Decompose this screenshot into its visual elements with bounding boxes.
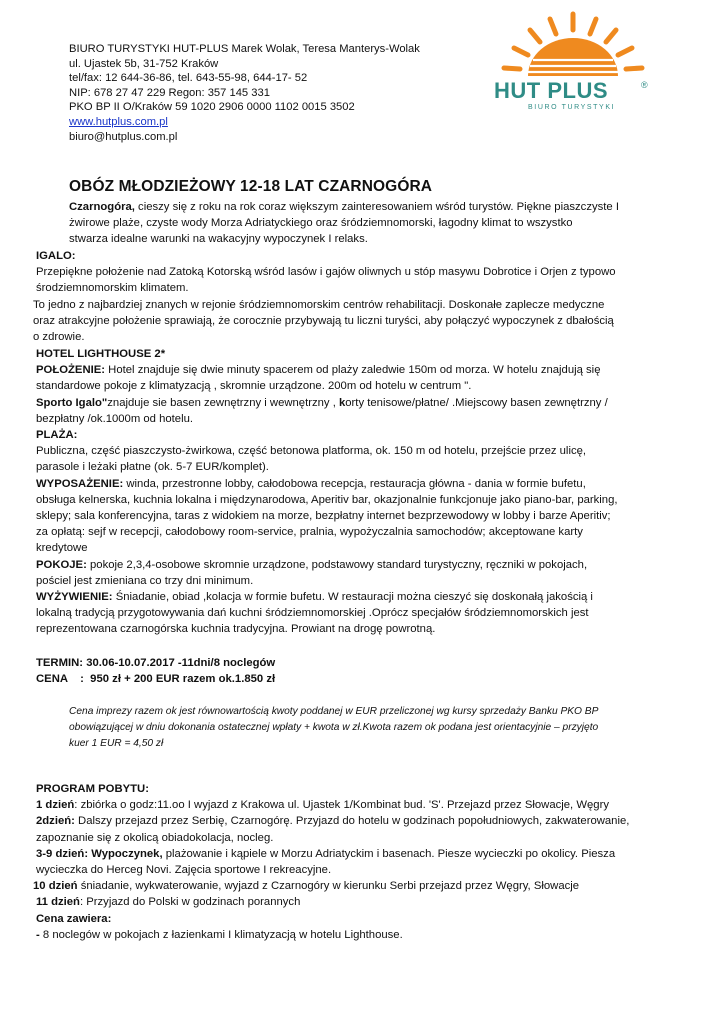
food-label: WYŻYWIENIE:	[36, 591, 113, 604]
day-text: plażowanie i kąpiele w Morzu Adriatyckim i basenach. Piesze wycieczki po okolicy. Piesza	[162, 847, 616, 860]
list-dash: -	[36, 928, 40, 941]
day-label: 11 dzień	[36, 896, 80, 909]
day-label: 2dzień:	[36, 815, 75, 828]
sport-venue: Sporto Igalo"	[36, 396, 108, 409]
igalo-heading: IGALO:	[36, 250, 76, 262]
rooms-line: pokoje 2,3,4-osobowe skromnie urządzone, podstawowy standard turystyczny, ręczniki w pokojach,	[86, 558, 588, 571]
price-note	[69, 704, 659, 752]
day-text: zapoznanie się z okolicą obiadokolacja, nocleg.	[36, 831, 274, 844]
agency-header	[69, 42, 489, 144]
equipment-label: WYPOSAŻENIE:	[36, 477, 124, 490]
includes-item: 8 noclegów w pokojach z łazienkami I klimatyzacją w hotelu Lighthouse.	[39, 928, 403, 941]
equipment-line: winda, przestronne lobby, całodobowa recepcja, restauracja główna - dania w formie bufetu,	[123, 477, 586, 490]
price-note-line: Cena imprezy razem ok jest równowartością kwoty poddanej w EUR przeliczonej wg kursy sprzedaży Banku PKO BP	[69, 706, 599, 717]
beach-line: Publiczna, część piaszczysto-żwirkowa, część betonowa platforma, ok. 150 m od hotelu, przejście przez ulicę,	[36, 445, 587, 458]
igalo-line: oraz atrakcyjne położenie sprawiają, że corocznie przybywają tu liczni turyści, aby połączyć wypoczynek z dbałością	[33, 315, 614, 328]
program-heading: PROGRAM POBYTU:	[36, 783, 149, 795]
includes-heading: Cena zawiera:	[36, 912, 112, 925]
intro-line: żwirowe plaże, czyste wody Morza Adriatyckiego oraz śródziemnomorski, łagodny klimat to wszystko	[69, 217, 573, 230]
equipment-line: obsługa kelnerska, kuchnia lokalna i międzynarodowa, Aperitiv bar, okazjonalnie funkcjonuje jako piano-bar, parking,	[36, 493, 618, 506]
food-line: Śniadanie, obiad ,kolacja w formie bufetu. W restauracji można cieszyć się doskonałą jakością i	[112, 591, 593, 604]
day-text: Dalszy przejazd przez Serbię, Czarnogórę. Przyjazd do hotelu w godzinach popołudniowych, zakwaterowanie,	[74, 815, 630, 828]
equipment-line: sklepy; sala konferencyjna, taras z widokiem na morze, bezpłatny internet bezprzewodowy w lobby i barze Aperitiv;	[36, 510, 611, 523]
beach-label: PLAŻA:	[36, 429, 78, 442]
price: CENA : 950 zł + 200 EUR razem ok.1.850 zł	[36, 673, 276, 685]
logo-name: HUT PLUS	[494, 78, 608, 103]
logo-registered: ®	[641, 80, 648, 90]
logo-tagline: BIURO TURYSTYKI	[528, 104, 616, 111]
day-text: : Przyjazd do Polski w godzinach porannych	[79, 896, 301, 909]
program-section	[33, 781, 666, 943]
agency-email: biuro@hutplus.com.pl	[69, 130, 178, 143]
igalo-rehab-paragraph	[33, 297, 663, 346]
day-label: 10 dzień	[33, 880, 78, 893]
equipment-line: za opłatą: sejf w recepcji, całodobowy room-service, pralnia, wypożyczalnia samochodów; akceptowane karty	[36, 526, 583, 539]
sport-line: bezpłatny /ok.1000m od hotelu.	[36, 412, 194, 425]
location-line: Hotel znajduje się dwie minuty spacerem od plaży zaledwie 150m od morza. W hotelu znajdują się	[105, 364, 601, 377]
day-label: 1 dzień	[36, 799, 75, 812]
website-link[interactable]: www.hutplus.com.pl	[69, 115, 168, 128]
hotel-section	[36, 346, 658, 638]
rooms-label: POKOJE:	[36, 558, 87, 571]
sport-line: znajduje sie basen zewnętrzny i wewnętrzny ,	[107, 396, 339, 409]
day-label: 3-9 dzień: Wypoczynek,	[36, 847, 163, 860]
sport-line: orty tenisowe/płatne/ .Miejscowy basen zewnętrzny /	[345, 396, 608, 409]
day-text: śniadanie, wykwaterowanie, wyjazd z Czarnogóry w kierunku Serbi przejazd przez Węgry, Słowacje	[77, 880, 580, 893]
intro-line: stwarza idealne warunki na wakacyjny wypoczynek I relaks.	[69, 233, 368, 246]
igalo-line: o zdrowie.	[33, 331, 85, 344]
intro-paragraph	[69, 199, 659, 248]
rooms-line: pościel jest zmieniana co trzy dni minimum.	[36, 574, 254, 587]
price-note-line: obowiązującej w dniu dokonania ostatecznej wpłaty + kwota w zł.Kwota razem ok podana jest orientacyjnie – przyjęto	[69, 722, 599, 733]
igalo-line: To jedno z najbardziej znanych w rejonie śródziemnomorskim centrów rehabilitacji. Doskonałe zaplecze medyczne	[33, 299, 605, 311]
beach-line: parasole i leżaki płatne (ok. 5-7 EUR/komplet).	[36, 461, 269, 474]
hut-plus-logo	[488, 8, 658, 118]
igalo-paragraph	[36, 264, 666, 296]
igalo-line: środziemnomorskim klimatem.	[36, 282, 189, 295]
day-text: wycieczka do Herceg Novi. Zajęcia sportowe I rekreacyjne.	[36, 864, 332, 877]
food-line: reprezentowana czarnogórska kuchnia tradycyjna. Prowiant na drogę powrotną.	[36, 623, 436, 636]
agency-address: ul. Ujastek 5b, 31-752 Kraków	[69, 57, 219, 70]
term-dates: TERMIN: 30.06-10.07.2017 -11dni/8 noclegów	[36, 657, 276, 669]
location-line: standardowe pokoje z klimatyzacją , skromnie urządzone. 200m od hotelu w centrum ".	[36, 380, 472, 393]
location-label: POŁOŻENIE:	[36, 364, 106, 377]
igalo-line: Przepiękne położenie nad Zatoką Kotorską wśród lasów i gajów oliwnych u stóp masywu Dobrotice i Orjen z typowo	[36, 266, 616, 278]
agency-name: BIURO TURYSTYKI HUT-PLUS Marek Wolak, Teresa Manterys-Wolak	[69, 43, 420, 55]
intro-line: cieszy się z roku na rok coraz większym zainteresowaniem wśród turystów. Piękne piaszczyste I	[134, 201, 619, 213]
agency-tax-ids: NIP: 678 27 47 229 Regon: 357 145 331	[69, 86, 270, 99]
price-note-line: kuer 1 EUR = 4,50 zł	[69, 738, 164, 749]
equipment-line: kredytowe	[36, 542, 88, 555]
intro-country: Czarnogóra,	[69, 201, 135, 213]
food-line: lokalną tradycją przygotowywania dań kuchni śródziemnomorskiej .Oprócz specjałów śródziemnomorskich jest	[36, 607, 589, 620]
agency-phone: tel/fax: 12 644-36-86, tel. 643-55-98, 644-17- 52	[69, 72, 308, 85]
day-text: : zbiórka o godz:11.oo I wyjazd z Krakowa ul. Ujastek 1/Kombinat bud. 'S'. Przejazd przez Słowacje, Węgry	[74, 799, 609, 812]
page-title: OBÓZ MŁODZIEŻOWY 12-18 LAT CZARNOGÓRA	[69, 178, 433, 195]
agency-bank-account: PKO BP II O/Kraków 59 1020 2906 0000 1102 0015 3502	[69, 101, 355, 114]
hotel-name: HOTEL LIGHTHOUSE 2*	[36, 348, 166, 360]
sport-k: k	[338, 396, 346, 409]
